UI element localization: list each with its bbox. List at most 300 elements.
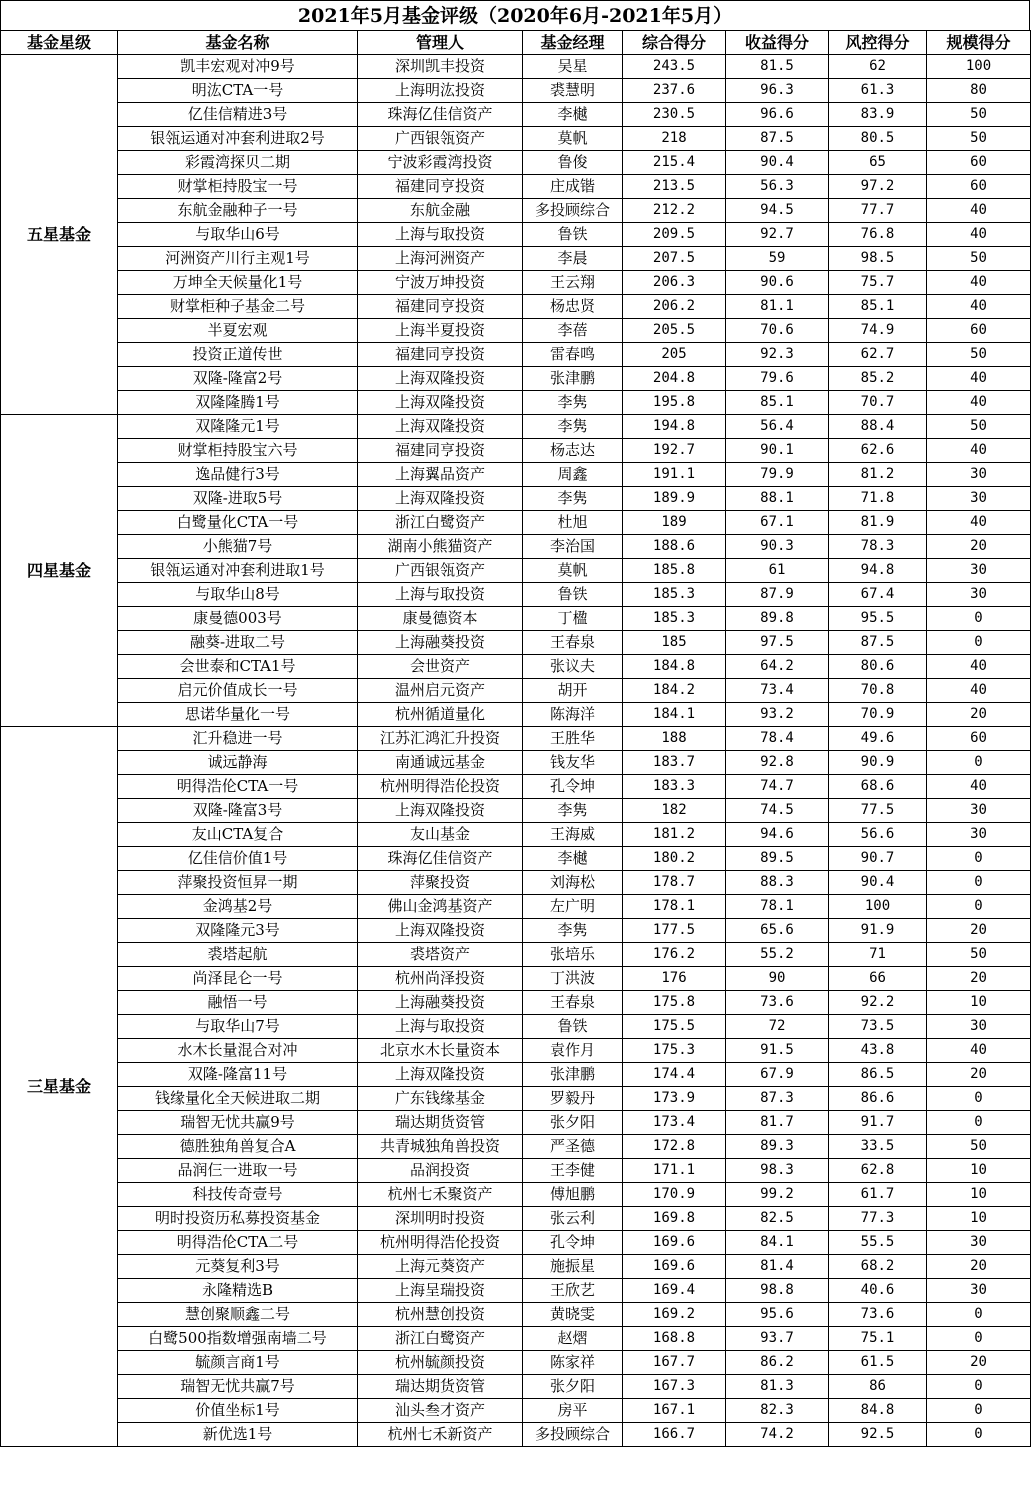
cell-size-score: 30 (927, 823, 1031, 847)
table-row (1, 991, 1031, 1015)
cell-risk-score: 87.5 (829, 631, 927, 655)
cell-fund-manager: 吴星 (523, 55, 623, 79)
cell-risk-score: 97.2 (829, 175, 927, 199)
cell-manager-company: 福建同亨投资 (358, 175, 523, 199)
cell-overall-score: 215.4 (623, 151, 726, 175)
cell-return-score: 87.9 (726, 583, 829, 607)
cell-risk-score: 92.5 (829, 1423, 927, 1447)
cell-return-score: 90.1 (726, 439, 829, 463)
cell-manager-company: 杭州毓颜投资 (358, 1351, 523, 1375)
cell-fund-manager: 多投顾综合 (523, 1423, 623, 1447)
cell-size-score: 0 (927, 607, 1031, 631)
cell-fund-name: 品润仨一进取一号 (118, 1159, 358, 1183)
cell-risk-score: 70.8 (829, 679, 927, 703)
cell-fund-manager: 李晨 (523, 247, 623, 271)
cell-manager-company: 湖南小熊猫资产 (358, 535, 523, 559)
cell-size-score: 30 (927, 799, 1031, 823)
cell-fund-name: 诚远静海 (118, 751, 358, 775)
table-row (1, 199, 1031, 223)
cell-manager-company: 佛山金鸿基资产 (358, 895, 523, 919)
cell-fund-manager: 黄晓雯 (523, 1303, 623, 1327)
cell-fund-name: 双隆-进取5号 (118, 487, 358, 511)
cell-overall-score: 205 (623, 343, 726, 367)
cell-fund-manager: 李樾 (523, 847, 623, 871)
cell-overall-score: 209.5 (623, 223, 726, 247)
header-fund-manager: 基金经理 (523, 31, 623, 55)
cell-fund-manager: 王云翔 (523, 271, 623, 295)
cell-risk-score: 88.4 (829, 415, 927, 439)
cell-fund-manager: 王春泉 (523, 991, 623, 1015)
cell-fund-manager: 李隽 (523, 487, 623, 511)
cell-fund-manager: 雷春鸣 (523, 343, 623, 367)
cell-overall-score: 212.2 (623, 199, 726, 223)
cell-return-score: 70.6 (726, 319, 829, 343)
cell-fund-name: 亿佳信精进3号 (118, 103, 358, 127)
cell-fund-manager: 莫帆 (523, 127, 623, 151)
table-row (1, 223, 1031, 247)
cell-manager-company: 北京水木长量资本 (358, 1039, 523, 1063)
table-row (1, 127, 1031, 151)
cell-manager-company: 浙江白鹭资产 (358, 1327, 523, 1351)
cell-fund-name: 元葵复利3号 (118, 1255, 358, 1279)
cell-fund-manager: 杜旭 (523, 511, 623, 535)
cell-manager-company: 上海翼品资产 (358, 463, 523, 487)
cell-manager-company: 上海呈瑞投资 (358, 1279, 523, 1303)
cell-size-score: 20 (927, 703, 1031, 727)
cell-overall-score: 213.5 (623, 175, 726, 199)
cell-size-score: 40 (927, 199, 1031, 223)
cell-manager-company: 上海双隆投资 (358, 415, 523, 439)
cell-fund-manager: 鲁铁 (523, 1015, 623, 1039)
table-row (1, 799, 1031, 823)
header-size-score: 规模得分 (927, 31, 1031, 55)
cell-risk-score: 68.6 (829, 775, 927, 799)
cell-manager-company: 杭州明得浩伦投资 (358, 1231, 523, 1255)
cell-size-score: 60 (927, 727, 1031, 751)
cell-fund-manager: 李隽 (523, 415, 623, 439)
cell-overall-score: 173.9 (623, 1087, 726, 1111)
cell-fund-name: 财掌柜持股宝六号 (118, 439, 358, 463)
cell-risk-score: 78.3 (829, 535, 927, 559)
cell-manager-company: 共青城独角兽投资 (358, 1135, 523, 1159)
cell-risk-score: 95.5 (829, 607, 927, 631)
star-group-label: 五星基金 (1, 55, 118, 415)
table-row (1, 319, 1031, 343)
table-row (1, 511, 1031, 535)
cell-risk-score: 90.7 (829, 847, 927, 871)
cell-fund-manager: 赵熠 (523, 1327, 623, 1351)
table-row (1, 847, 1031, 871)
cell-fund-name: 小熊猫7号 (118, 535, 358, 559)
cell-overall-score: 230.5 (623, 103, 726, 127)
cell-risk-score: 91.7 (829, 1111, 927, 1135)
cell-fund-name: 萍聚投资恒昇一期 (118, 871, 358, 895)
cell-size-score: 0 (927, 1399, 1031, 1423)
cell-risk-score: 65 (829, 151, 927, 175)
cell-size-score: 0 (927, 1327, 1031, 1351)
cell-fund-name: 投资正道传世 (118, 343, 358, 367)
cell-fund-manager: 左广明 (523, 895, 623, 919)
cell-manager-company: 上海与取投资 (358, 1015, 523, 1039)
cell-manager-company: 杭州明得浩伦投资 (358, 775, 523, 799)
cell-size-score: 30 (927, 487, 1031, 511)
cell-fund-manager: 鲁俊 (523, 151, 623, 175)
table-row (1, 1015, 1031, 1039)
cell-fund-name: 凯丰宏观对冲9号 (118, 55, 358, 79)
cell-manager-company: 萍聚投资 (358, 871, 523, 895)
cell-manager-company: 上海明汯投资 (358, 79, 523, 103)
cell-fund-manager: 王李健 (523, 1159, 623, 1183)
cell-overall-score: 178.7 (623, 871, 726, 895)
table-row (1, 391, 1031, 415)
cell-fund-manager: 胡开 (523, 679, 623, 703)
cell-manager-company: 上海双隆投资 (358, 391, 523, 415)
cell-overall-score: 206.2 (623, 295, 726, 319)
table-row (1, 1351, 1031, 1375)
cell-manager-company: 会世资产 (358, 655, 523, 679)
cell-manager-company: 汕头叁才资产 (358, 1399, 523, 1423)
cell-return-score: 93.7 (726, 1327, 829, 1351)
table-row (1, 1207, 1031, 1231)
cell-overall-score: 170.9 (623, 1183, 726, 1207)
cell-return-score: 61 (726, 559, 829, 583)
cell-manager-company: 上海元葵资产 (358, 1255, 523, 1279)
cell-overall-score: 175.3 (623, 1039, 726, 1063)
cell-size-score: 60 (927, 151, 1031, 175)
cell-return-score: 92.3 (726, 343, 829, 367)
cell-size-score: 40 (927, 775, 1031, 799)
cell-risk-score: 62.8 (829, 1159, 927, 1183)
cell-fund-manager: 严圣德 (523, 1135, 623, 1159)
cell-risk-score: 71.8 (829, 487, 927, 511)
cell-return-score: 87.3 (726, 1087, 829, 1111)
cell-fund-manager: 张培乐 (523, 943, 623, 967)
cell-fund-manager: 李樾 (523, 103, 623, 127)
cell-risk-score: 75.7 (829, 271, 927, 295)
cell-size-score: 80 (927, 79, 1031, 103)
cell-return-score: 98.3 (726, 1159, 829, 1183)
cell-return-score: 59 (726, 247, 829, 271)
cell-return-score: 81.7 (726, 1111, 829, 1135)
cell-fund-manager: 李隽 (523, 799, 623, 823)
cell-risk-score: 62 (829, 55, 927, 79)
cell-return-score: 82.5 (726, 1207, 829, 1231)
cell-return-score: 55.2 (726, 943, 829, 967)
cell-risk-score: 80.6 (829, 655, 927, 679)
table-row (1, 1159, 1031, 1183)
cell-return-score: 89.8 (726, 607, 829, 631)
cell-overall-score: 206.3 (623, 271, 726, 295)
cell-return-score: 88.3 (726, 871, 829, 895)
cell-fund-name: 会世泰和CTA1号 (118, 655, 358, 679)
cell-overall-score: 168.8 (623, 1327, 726, 1351)
table-row (1, 79, 1031, 103)
cell-size-score: 0 (927, 751, 1031, 775)
table-row (1, 1399, 1031, 1423)
cell-fund-name: 双隆-隆富3号 (118, 799, 358, 823)
cell-overall-score: 188 (623, 727, 726, 751)
cell-manager-company: 杭州循道量化 (358, 703, 523, 727)
cell-manager-company: 杭州七禾聚资产 (358, 1183, 523, 1207)
table-row (1, 655, 1031, 679)
cell-return-score: 65.6 (726, 919, 829, 943)
table-row (1, 343, 1031, 367)
cell-overall-score: 184.1 (623, 703, 726, 727)
cell-size-score: 50 (927, 415, 1031, 439)
cell-return-score: 94.5 (726, 199, 829, 223)
cell-overall-score: 189 (623, 511, 726, 535)
table-row (1, 703, 1031, 727)
cell-fund-manager: 王欣艺 (523, 1279, 623, 1303)
cell-return-score: 73.6 (726, 991, 829, 1015)
cell-return-score: 88.1 (726, 487, 829, 511)
cell-overall-score: 184.8 (623, 655, 726, 679)
cell-return-score: 87.5 (726, 127, 829, 151)
cell-overall-score: 177.5 (623, 919, 726, 943)
table-row (1, 1183, 1031, 1207)
cell-overall-score: 176 (623, 967, 726, 991)
cell-size-score: 30 (927, 1279, 1031, 1303)
cell-risk-score: 83.9 (829, 103, 927, 127)
cell-size-score: 0 (927, 1423, 1031, 1447)
cell-fund-name: 友山CTA复合 (118, 823, 358, 847)
cell-return-score: 92.8 (726, 751, 829, 775)
cell-overall-score: 183.3 (623, 775, 726, 799)
cell-manager-company: 珠海亿佳信资产 (358, 103, 523, 127)
table-row (1, 1303, 1031, 1327)
table-row (1, 1135, 1031, 1159)
cell-risk-score: 70.7 (829, 391, 927, 415)
cell-fund-name: 钱缘量化全天候进取二期 (118, 1087, 358, 1111)
cell-fund-manager: 张津鹏 (523, 367, 623, 391)
table-row (1, 415, 1031, 439)
cell-return-score: 94.6 (726, 823, 829, 847)
cell-fund-name: 明得浩伦CTA一号 (118, 775, 358, 799)
cell-size-score: 40 (927, 223, 1031, 247)
cell-manager-company: 康曼德资本 (358, 607, 523, 631)
cell-return-score: 89.3 (726, 1135, 829, 1159)
table-row (1, 103, 1031, 127)
cell-return-score: 74.5 (726, 799, 829, 823)
cell-risk-score: 81.2 (829, 463, 927, 487)
cell-size-score: 20 (927, 535, 1031, 559)
cell-manager-company: 友山基金 (358, 823, 523, 847)
table-row (1, 967, 1031, 991)
cell-risk-score: 55.5 (829, 1231, 927, 1255)
cell-fund-manager: 傅旭鹏 (523, 1183, 623, 1207)
cell-fund-manager: 钱友华 (523, 751, 623, 775)
cell-risk-score: 61.3 (829, 79, 927, 103)
cell-manager-company: 上海双隆投资 (358, 487, 523, 511)
cell-fund-name: 与取华山7号 (118, 1015, 358, 1039)
cell-fund-name: 双隆隆元3号 (118, 919, 358, 943)
cell-size-score: 50 (927, 103, 1031, 127)
cell-risk-score: 86 (829, 1375, 927, 1399)
cell-risk-score: 85.1 (829, 295, 927, 319)
cell-overall-score: 178.1 (623, 895, 726, 919)
cell-risk-score: 77.3 (829, 1207, 927, 1231)
cell-fund-name: 毓颜言商1号 (118, 1351, 358, 1375)
cell-risk-score: 85.2 (829, 367, 927, 391)
cell-return-score: 74.2 (726, 1423, 829, 1447)
cell-return-score: 96.6 (726, 103, 829, 127)
cell-size-score: 10 (927, 1159, 1031, 1183)
cell-return-score: 90.3 (726, 535, 829, 559)
cell-size-score: 0 (927, 1111, 1031, 1135)
cell-risk-score: 71 (829, 943, 927, 967)
table-row (1, 1111, 1031, 1135)
cell-return-score: 79.6 (726, 367, 829, 391)
table-row (1, 247, 1031, 271)
cell-overall-score: 166.7 (623, 1423, 726, 1447)
cell-overall-score: 167.3 (623, 1375, 726, 1399)
cell-size-score: 40 (927, 679, 1031, 703)
cell-fund-manager: 房平 (523, 1399, 623, 1423)
cell-manager-company: 温州启元资产 (358, 679, 523, 703)
cell-return-score: 79.9 (726, 463, 829, 487)
cell-return-score: 64.2 (726, 655, 829, 679)
table-row (1, 679, 1031, 703)
table-row (1, 55, 1031, 79)
cell-risk-score: 67.4 (829, 583, 927, 607)
cell-manager-company: 品润投资 (358, 1159, 523, 1183)
table-row (1, 871, 1031, 895)
cell-return-score: 90 (726, 967, 829, 991)
cell-manager-company: 上海与取投资 (358, 583, 523, 607)
cell-size-score: 30 (927, 1231, 1031, 1255)
cell-fund-manager: 周鑫 (523, 463, 623, 487)
cell-manager-company: 福建同亨投资 (358, 343, 523, 367)
cell-size-score: 60 (927, 319, 1031, 343)
table-row (1, 631, 1031, 655)
cell-return-score: 91.5 (726, 1039, 829, 1063)
cell-risk-score: 90.4 (829, 871, 927, 895)
cell-overall-score: 182 (623, 799, 726, 823)
cell-return-score: 73.4 (726, 679, 829, 703)
cell-fund-name: 水木长量混合对冲 (118, 1039, 358, 1063)
cell-fund-name: 裘塔起航 (118, 943, 358, 967)
cell-manager-company: 杭州尚泽投资 (358, 967, 523, 991)
cell-fund-name: 尚泽昆仑一号 (118, 967, 358, 991)
cell-manager-company: 瑞达期货资管 (358, 1375, 523, 1399)
cell-fund-manager: 裘慧明 (523, 79, 623, 103)
cell-size-score: 10 (927, 1183, 1031, 1207)
cell-overall-score: 194.8 (623, 415, 726, 439)
cell-size-score: 50 (927, 1135, 1031, 1159)
table-row (1, 1255, 1031, 1279)
table-row (1, 895, 1031, 919)
cell-fund-name: 银瓴运通对冲套利进取2号 (118, 127, 358, 151)
cell-manager-company: 上海双隆投资 (358, 919, 523, 943)
cell-return-score: 74.7 (726, 775, 829, 799)
cell-risk-score: 56.6 (829, 823, 927, 847)
table-row (1, 1423, 1031, 1447)
header-overall-score: 综合得分 (623, 31, 726, 55)
cell-overall-score: 175.5 (623, 1015, 726, 1039)
cell-return-score: 72 (726, 1015, 829, 1039)
cell-risk-score: 61.7 (829, 1183, 927, 1207)
table-row (1, 823, 1031, 847)
cell-overall-score: 174.4 (623, 1063, 726, 1087)
cell-fund-name: 双隆隆元1号 (118, 415, 358, 439)
star-group-label: 三星基金 (1, 727, 118, 1447)
cell-fund-name: 双隆-隆富2号 (118, 367, 358, 391)
cell-return-score: 86.2 (726, 1351, 829, 1375)
cell-fund-manager: 王春泉 (523, 631, 623, 655)
cell-fund-manager: 陈海洋 (523, 703, 623, 727)
cell-fund-manager: 庄成锴 (523, 175, 623, 199)
cell-risk-score: 75.1 (829, 1327, 927, 1351)
table-row (1, 751, 1031, 775)
table-row (1, 367, 1031, 391)
cell-size-score: 100 (927, 55, 1031, 79)
cell-fund-manager: 鲁铁 (523, 583, 623, 607)
cell-return-score: 78.4 (726, 727, 829, 751)
cell-size-score: 10 (927, 1207, 1031, 1231)
cell-fund-manager: 王胜华 (523, 727, 623, 751)
cell-risk-score: 98.5 (829, 247, 927, 271)
cell-overall-score: 189.9 (623, 487, 726, 511)
cell-manager-company: 东航金融 (358, 199, 523, 223)
cell-manager-company: 福建同亨投资 (358, 295, 523, 319)
cell-size-score: 10 (927, 991, 1031, 1015)
cell-overall-score: 169.8 (623, 1207, 726, 1231)
cell-return-score: 81.3 (726, 1375, 829, 1399)
cell-risk-score: 84.8 (829, 1399, 927, 1423)
table-row (1, 175, 1031, 199)
cell-risk-score: 94.8 (829, 559, 927, 583)
cell-size-score: 0 (927, 871, 1031, 895)
cell-overall-score: 176.2 (623, 943, 726, 967)
cell-size-score: 0 (927, 847, 1031, 871)
cell-fund-name: 银瓴运通对冲套利进取1号 (118, 559, 358, 583)
cell-manager-company: 深圳明时投资 (358, 1207, 523, 1231)
cell-overall-score: 180.2 (623, 847, 726, 871)
cell-manager-company: 上海融葵投资 (358, 991, 523, 1015)
cell-size-score: 50 (927, 247, 1031, 271)
table-row (1, 271, 1031, 295)
cell-overall-score: 181.2 (623, 823, 726, 847)
cell-fund-name: 半夏宏观 (118, 319, 358, 343)
table-row (1, 151, 1031, 175)
cell-fund-manager: 张津鹏 (523, 1063, 623, 1087)
cell-return-score: 56.4 (726, 415, 829, 439)
header-return-score: 收益得分 (726, 31, 829, 55)
table-row (1, 1231, 1031, 1255)
cell-fund-manager: 张议夫 (523, 655, 623, 679)
cell-overall-score: 185.3 (623, 583, 726, 607)
cell-fund-manager: 杨忠贤 (523, 295, 623, 319)
cell-manager-company: 宁波万坤投资 (358, 271, 523, 295)
header-fund-name: 基金名称 (118, 31, 358, 55)
cell-fund-name: 瑞智无忧共赢7号 (118, 1375, 358, 1399)
cell-fund-manager: 丁洪波 (523, 967, 623, 991)
cell-fund-name: 融葵-进取二号 (118, 631, 358, 655)
cell-return-score: 78.1 (726, 895, 829, 919)
cell-fund-name: 财掌柜持股宝一号 (118, 175, 358, 199)
cell-fund-name: 金鸿基2号 (118, 895, 358, 919)
cell-return-score: 96.3 (726, 79, 829, 103)
cell-size-score: 20 (927, 1351, 1031, 1375)
cell-overall-score: 243.5 (623, 55, 726, 79)
cell-fund-manager: 张夕阳 (523, 1111, 623, 1135)
cell-fund-name: 融悟一号 (118, 991, 358, 1015)
cell-return-score: 98.8 (726, 1279, 829, 1303)
cell-overall-score: 191.1 (623, 463, 726, 487)
cell-overall-score: 207.5 (623, 247, 726, 271)
table-row (1, 1039, 1031, 1063)
cell-risk-score: 77.7 (829, 199, 927, 223)
